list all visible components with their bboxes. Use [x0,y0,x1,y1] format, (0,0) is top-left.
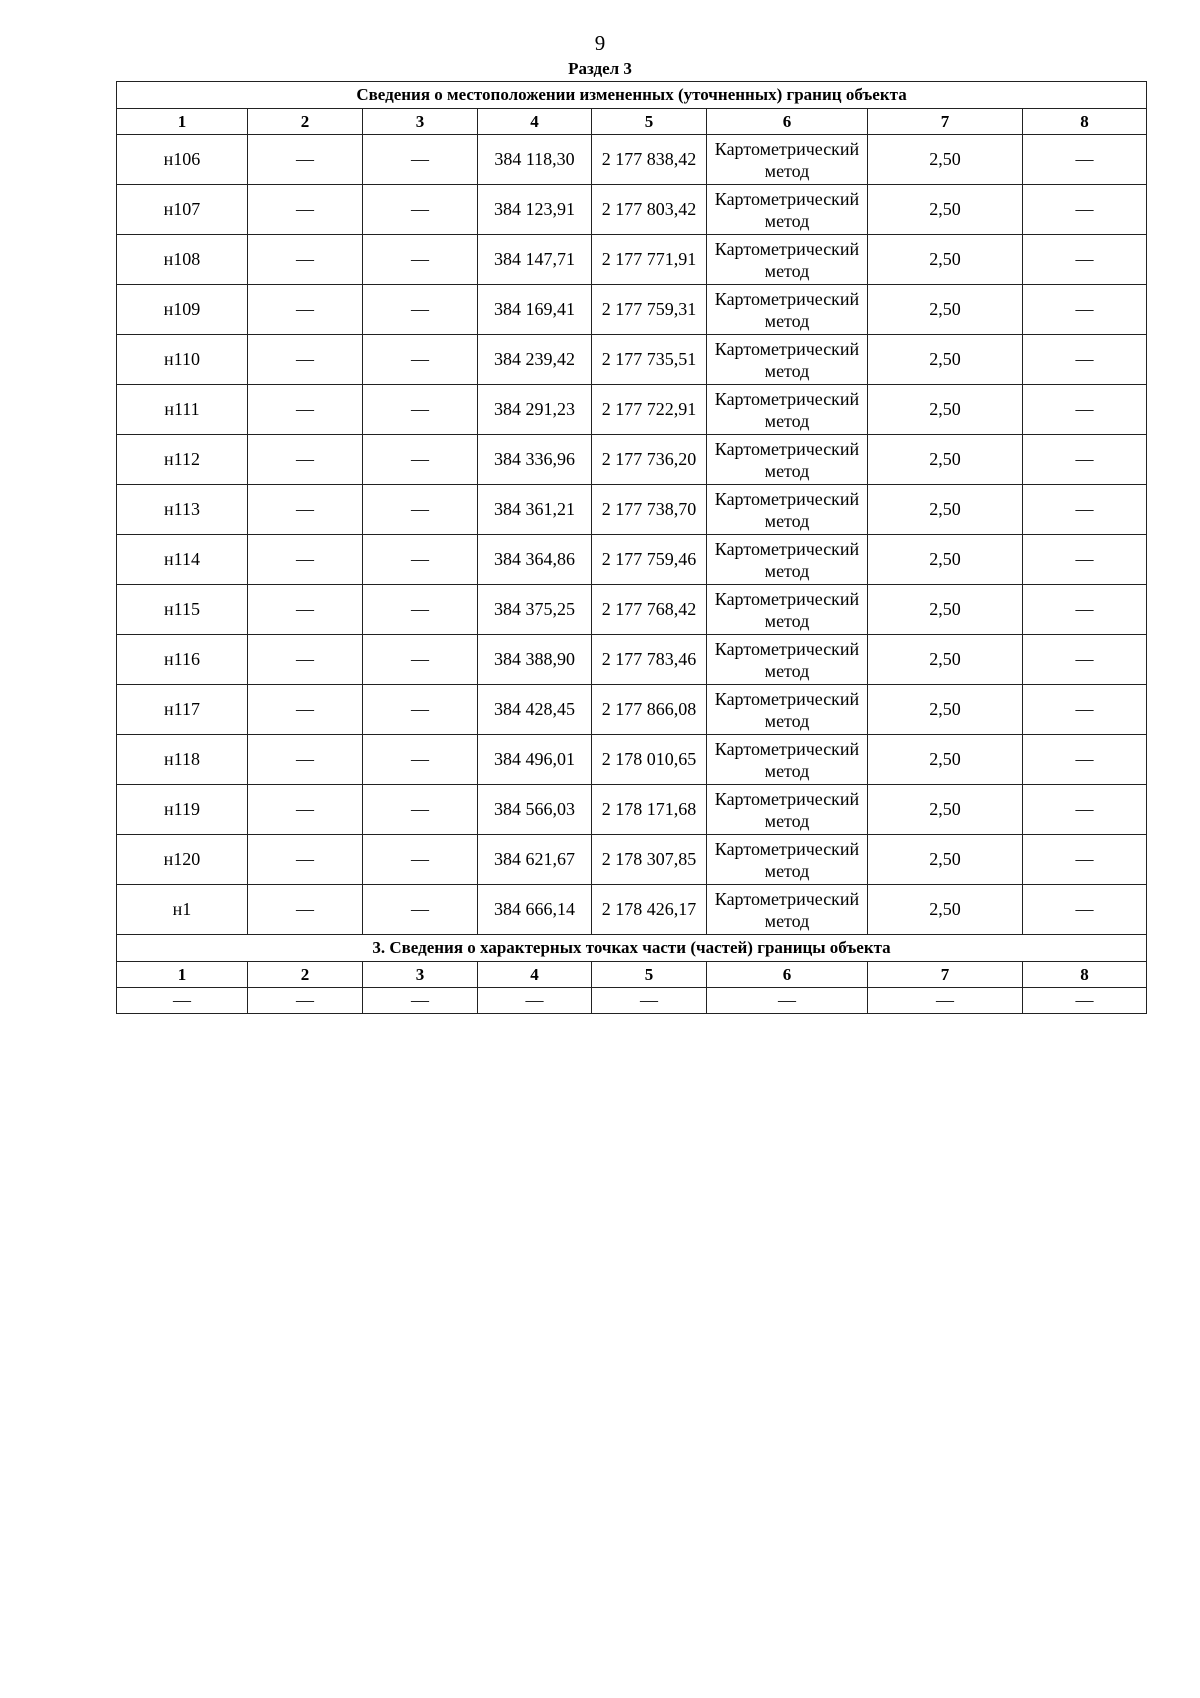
cell-coord-x: 384 336,96 [478,435,592,485]
cell-method: Картометрический метод [707,735,868,785]
cell-point-number: н116 [117,635,248,685]
cell-coord-x: 384 147,71 [478,235,592,285]
cell-coord-x: 384 388,90 [478,635,592,685]
column-header: 2 [248,109,363,135]
cell-col-3: — [363,835,478,885]
table1-header-row [117,109,1147,135]
cell-method: Картометрический метод [707,385,868,435]
cell-coord-y: 2 177 783,46 [592,635,707,685]
table-row [117,685,1147,735]
cell-point-number: н1 [117,885,248,935]
cell-col-8: — [1023,885,1147,935]
table-row [117,885,1147,935]
cell-col-8: — [1023,735,1147,785]
cell-accuracy: 2,50 [868,585,1023,635]
cell-col-2: — [248,685,363,735]
cell-accuracy: 2,50 [868,835,1023,885]
cell-coord-x: 384 361,21 [478,485,592,535]
page-number: 9 [594,31,606,55]
cell-coord-x: 384 496,01 [478,735,592,785]
cell-method: Картометрический метод [707,685,868,735]
cell-col-3: — [363,435,478,485]
cell-coord-x: 384 566,03 [478,785,592,835]
section-title: Раздел 3 [568,59,632,78]
cell-col-3: — [363,635,478,685]
column-header: 5 [592,962,707,988]
cell-col-3: — [363,485,478,535]
cell-col-8: — [1023,585,1147,635]
table-row [117,335,1147,385]
cell-coord-x: 384 123,91 [478,185,592,235]
cell-method: Картометрический метод [707,185,868,235]
column-header: 8 [1023,109,1147,135]
cell-col-2: — [248,735,363,785]
cell-accuracy: 2,50 [868,435,1023,485]
cell-col-3: — [363,735,478,785]
cell-col-2: — [248,988,363,1014]
table-row [117,235,1147,285]
cell-coord-x: 384 118,30 [478,135,592,185]
cell-col-8: — [1023,435,1147,485]
cell-col-3: — [363,185,478,235]
table-row [117,785,1147,835]
cell-coord-x: 384 239,42 [478,335,592,385]
cell-col-8: — [1023,685,1147,735]
cell-point-number: н108 [117,235,248,285]
cell-col-8: — [1023,385,1147,435]
cell-col-3: — [363,685,478,735]
cell-coord-y: 2 177 738,70 [592,485,707,535]
cell-coord-y: 2 177 768,42 [592,585,707,635]
cell-col-2: — [248,585,363,635]
cell-accuracy: 2,50 [868,635,1023,685]
cell-accuracy: 2,50 [868,135,1023,185]
column-header: 2 [248,962,363,988]
column-header: 1 [117,962,248,988]
cell-accuracy: 2,50 [868,685,1023,735]
cell-method: Картометрический метод [707,435,868,485]
column-header: 4 [478,962,592,988]
cell-point-number: н120 [117,835,248,885]
cell-coord-x: 384 428,45 [478,685,592,735]
cell-accuracy: 2,50 [868,885,1023,935]
cell-coord-y: 2 177 759,31 [592,285,707,335]
cell-col-2: — [248,635,363,685]
cell-point-number: н111 [117,385,248,435]
cell-accuracy: 2,50 [868,185,1023,235]
cell-col-2: — [248,435,363,485]
column-header: 7 [868,962,1023,988]
table2-header-row [117,962,1147,988]
cell-col-2: — [248,185,363,235]
cell-coord-y: 2 178 307,85 [592,835,707,885]
cell-coord-x: 384 666,14 [478,885,592,935]
cell-col-2: — [248,335,363,385]
cell-col-2: — [248,135,363,185]
table-row [117,585,1147,635]
cell-col-8: — [1023,185,1147,235]
table-row [117,635,1147,685]
cell-col-8: — [1023,335,1147,385]
cell-col-8: — [1023,535,1147,585]
cell-method: Картометрический метод [707,485,868,535]
cell-col-2: — [248,885,363,935]
cell-coord-y: 2 178 426,17 [592,885,707,935]
cell-coord-x: 384 169,41 [478,285,592,335]
cell-point-number: н107 [117,185,248,235]
cell-coord-y: 2 177 771,91 [592,235,707,285]
cell-coord-x: 384 364,86 [478,535,592,585]
table-row [117,485,1147,535]
cell-col-3: — [363,535,478,585]
table-row [117,435,1147,485]
cell-accuracy: — [868,988,1023,1014]
cell-accuracy: 2,50 [868,735,1023,785]
table-row [117,988,1147,1014]
cell-point-number: н114 [117,535,248,585]
cell-coord-y: 2 177 838,42 [592,135,707,185]
cell-coord-x: 384 621,67 [478,835,592,885]
table-row [117,135,1147,185]
cell-coord-y: — [592,988,707,1014]
cell-col-3: — [363,335,478,385]
cell-col-3: — [363,235,478,285]
table-row [117,835,1147,885]
cell-coord-y: 2 177 722,91 [592,385,707,435]
cell-point-number: н115 [117,585,248,635]
cell-point-number: н117 [117,685,248,735]
cell-coord-y: 2 177 736,20 [592,435,707,485]
table-row [117,185,1147,235]
cell-point-number: н110 [117,335,248,385]
cell-method: Картометрический метод [707,235,868,285]
cell-method: Картометрический метод [707,535,868,585]
cell-method: Картометрический метод [707,835,868,885]
column-header: 3 [363,962,478,988]
cell-point-number: н112 [117,435,248,485]
column-header: 4 [478,109,592,135]
cell-method: Картометрический метод [707,135,868,185]
column-header: 6 [707,109,868,135]
table-row [117,285,1147,335]
cell-col-8: — [1023,285,1147,335]
cell-coord-y: 2 177 803,42 [592,185,707,235]
cell-accuracy: 2,50 [868,385,1023,435]
cell-col-3: — [363,988,478,1014]
cell-col-2: — [248,235,363,285]
cell-method: Картометрический метод [707,885,868,935]
cell-col-3: — [363,385,478,435]
cell-col-8: — [1023,785,1147,835]
cell-method: Картометрический метод [707,335,868,385]
cell-col-2: — [248,785,363,835]
cell-col-3: — [363,885,478,935]
cell-coord-y: 2 178 010,65 [592,735,707,785]
cell-col-3: — [363,785,478,835]
cell-coord-x: 384 291,23 [478,385,592,435]
cell-point-number: н113 [117,485,248,535]
cell-col-8: — [1023,485,1147,535]
cell-col-2: — [248,385,363,435]
boundary-table [116,81,1147,1014]
cell-point-number: н119 [117,785,248,835]
column-header: 3 [363,109,478,135]
cell-coord-y: 2 178 171,68 [592,785,707,835]
cell-method: — [707,988,868,1014]
cell-method: Картометрический метод [707,635,868,685]
cell-col-2: — [248,285,363,335]
cell-col-2: — [248,535,363,585]
cell-accuracy: 2,50 [868,785,1023,835]
cell-col-8: — [1023,235,1147,285]
cell-method: Картометрический метод [707,585,868,635]
cell-col-8: — [1023,635,1147,685]
cell-point-number: — [117,988,248,1014]
cell-accuracy: 2,50 [868,335,1023,385]
table1-title: Сведения о местоположении измененных (уточненных) границ объекта [117,82,1147,109]
table1-title-row [117,82,1147,109]
table-row [117,735,1147,785]
column-header: 7 [868,109,1023,135]
cell-accuracy: 2,50 [868,285,1023,335]
column-header: 1 [117,109,248,135]
cell-accuracy: 2,50 [868,235,1023,285]
cell-method: Картометрический метод [707,285,868,335]
cell-accuracy: 2,50 [868,535,1023,585]
cell-col-8: — [1023,135,1147,185]
column-header: 5 [592,109,707,135]
column-header: 8 [1023,962,1147,988]
cell-col-8: — [1023,988,1147,1014]
cell-col-3: — [363,585,478,635]
table2-title-row [117,935,1147,962]
table2-title: 3. Сведения о характерных точках части (частей) границы объекта [117,935,1147,962]
cell-coord-y: 2 177 735,51 [592,335,707,385]
cell-col-2: — [248,485,363,535]
column-header: 6 [707,962,868,988]
cell-col-8: — [1023,835,1147,885]
cell-coord-y: 2 177 866,08 [592,685,707,735]
cell-point-number: н109 [117,285,248,335]
cell-coord-y: 2 177 759,46 [592,535,707,585]
cell-col-3: — [363,285,478,335]
cell-col-2: — [248,835,363,885]
table-row [117,535,1147,585]
table-row [117,385,1147,435]
cell-coord-x: — [478,988,592,1014]
cell-point-number: н106 [117,135,248,185]
cell-coord-x: 384 375,25 [478,585,592,635]
cell-point-number: н118 [117,735,248,785]
cell-accuracy: 2,50 [868,485,1023,535]
cell-method: Картометрический метод [707,785,868,835]
cell-col-3: — [363,135,478,185]
